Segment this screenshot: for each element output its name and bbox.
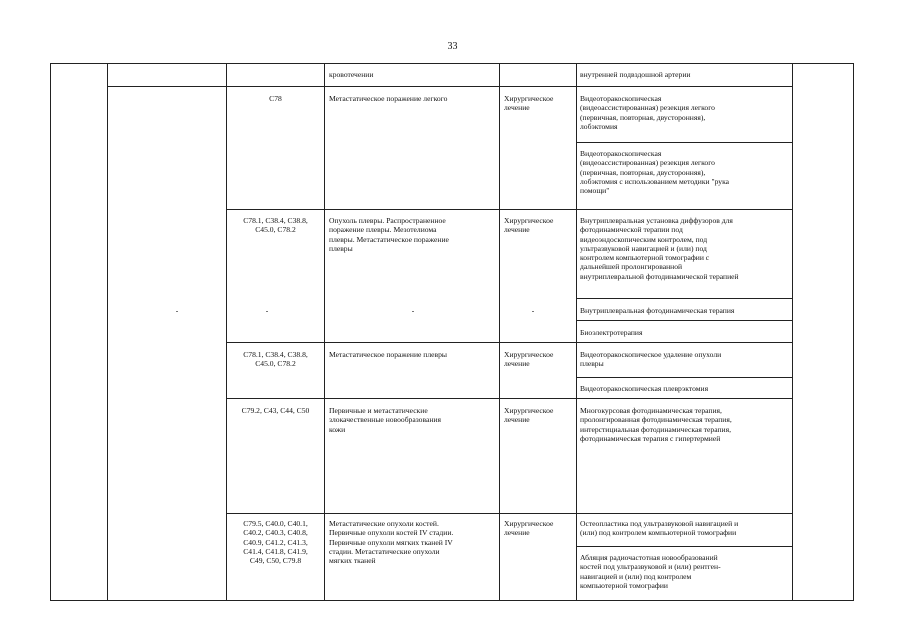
table-border-right: [853, 63, 854, 600]
method-divider: [576, 320, 793, 321]
column-divider-2: [226, 63, 227, 600]
diagnosis-cell: Опухоль плевры. Распространенное поражение плевры. Мезотелиома плевры. Метастатическое поражение плевры: [329, 216, 449, 253]
page-number: 33: [447, 41, 458, 52]
method-cell: Остеопластика под ультразвуковой навигацией и (или) под контролем компьютерной томографии: [580, 519, 739, 538]
scan-mark: [532, 311, 534, 312]
diagnosis-cell: Метастатическое поражение плевры: [329, 350, 448, 359]
scan-mark: [266, 311, 268, 312]
row-divider: [107, 86, 793, 87]
method-cell: Видеоторакоскопическое удаление опухоли плевры: [580, 350, 722, 369]
method-cell: Многокурсовая фотодинамическая терапия, пролонгированная фотодинамическая терапия, интерстициальная фотодинамическая терапия, фотодинамическая терапия с гипертермией: [580, 406, 732, 443]
column-divider-4: [499, 63, 500, 600]
column-divider-3: [324, 63, 325, 600]
method-divider: [576, 142, 793, 143]
codes-cell: C78.1, C38.4, C38.8, C45.0, C78.2: [243, 350, 308, 369]
table-border-bottom: [50, 600, 854, 601]
table-border-left: [50, 63, 51, 600]
treatment-cell: Хирургическое лечение: [504, 216, 554, 235]
method-cell: Внутриплевральная фотодинамическая терапия: [580, 306, 735, 315]
treatment-cell: Хирургическое лечение: [504, 406, 554, 425]
treatment-cell: Хирургическое лечение: [504, 519, 554, 538]
diagnosis-cell: Первичные и метастатические злокачественные новообразования кожи: [329, 406, 441, 434]
method-divider: [576, 377, 793, 378]
table-border-top: [50, 63, 854, 64]
method-divider: [576, 298, 793, 299]
treatment-cell: Хирургическое лечение: [504, 350, 554, 369]
row-divider: [226, 209, 793, 210]
column-divider-6: [792, 63, 793, 600]
method-cell: Видеоторакоскопическая (видеоассистированная) резекция легкого (первичная, повторная, двусторонняя), лобэктомия с использованием методики "рука помощи": [580, 149, 730, 196]
method-cell: Биоэлектротерапия: [580, 328, 643, 337]
diagnosis-cell: кровотечении: [329, 70, 374, 79]
scan-mark: [176, 311, 178, 312]
row-divider: [226, 398, 793, 399]
codes-cell: C79.2, C43, C44, C50: [241, 406, 310, 415]
method-cell: Абляция радиочастотная новообразований костей под ультразвуковой и (или) рентген- навигацией и (или) под контролем компьютерной томографии: [580, 553, 721, 590]
scan-mark: [412, 311, 414, 312]
codes-cell: C78: [269, 94, 282, 103]
method-cell: внутренней подвздошной артерии: [580, 70, 691, 79]
diagnosis-cell: Метастатическое поражение легкого: [329, 94, 448, 103]
method-cell: Внутриплевральная установка диффузоров для фотодинамической терапии под видеоэндоскопическим контролем, под ультразвуковой навигацией и (или) под контролем компьютерной томографии с дальнейшей пролонгированной внутриплевральной фотодинамической терапией: [580, 216, 739, 281]
row-divider: [226, 513, 793, 514]
method-divider: [576, 546, 793, 547]
column-divider-1: [107, 63, 108, 600]
method-cell: Видеоторакоскопическая (видеоассистированная) резекция легкого (первичная, повторная, двусторонняя), лобэктомия: [580, 94, 715, 131]
codes-cell: C78.1, C38.4, C38.8, C45.0, C78.2: [243, 216, 308, 235]
method-cell: Видеоторакоскопическая плеврэктомия: [580, 384, 709, 393]
column-divider-5: [576, 63, 577, 600]
row-divider: [226, 342, 793, 343]
treatment-cell: Хирургическое лечение: [504, 94, 554, 113]
diagnosis-cell: Метастатические опухоли костей. Первичные опухоли костей IV стадии. Первичные опухоли мягких тканей IV стадии. Метастатические опухоли мягких тканей: [329, 519, 454, 566]
codes-cell: C79.5, C40.0, C40.1, C40.2, C40.3, C40.8, C40.9, C41.2, C41.3, C41.4, C41.8, C41.9, C49, C50, C79.8: [243, 519, 308, 566]
